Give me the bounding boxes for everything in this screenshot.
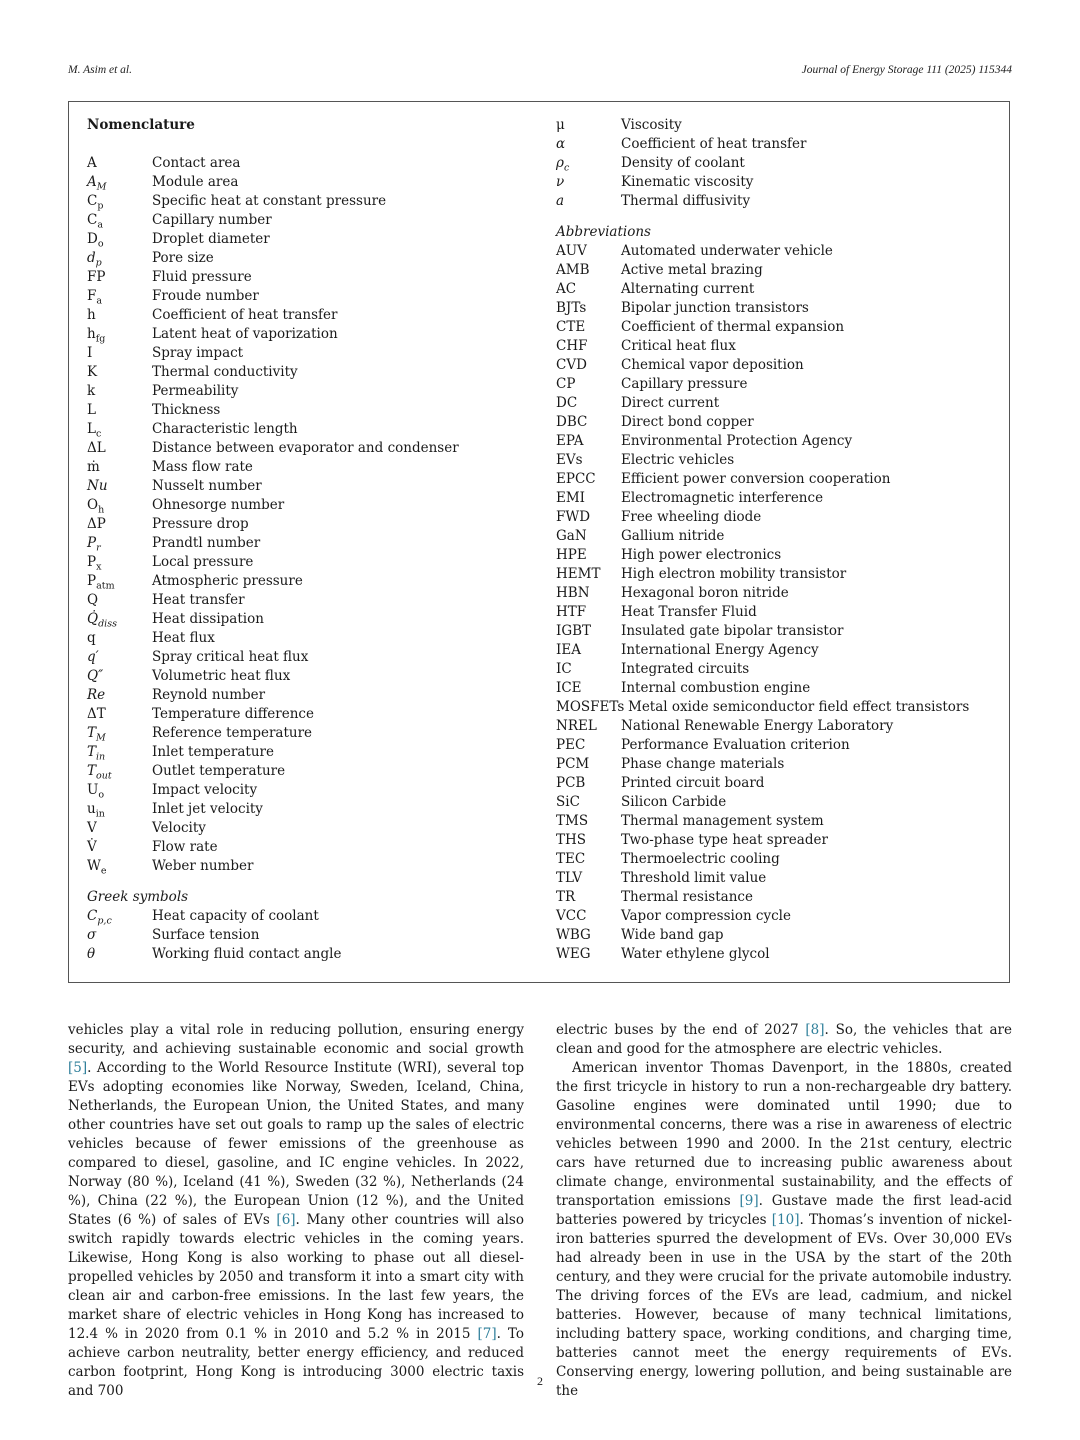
nomenclature-row: [87, 629, 537, 648]
citation-link[interactable]: [6]: [276, 1212, 296, 1228]
definition: Phase change materials: [621, 756, 785, 772]
symbol: $C_p$: [87, 193, 104, 212]
text-run: American inventor Thomas Davenport, in the 1880s, created the first tricycle in history to run a non-rechargeable dry battery. Gasoline engines were dominated until 1990; due to environmental concerns, there was a rise in awareness of electric vehicles between 1990 and 2000. In the 21st century, electric cars have returned due to increasing public awareness about climate change, environmental sustainability, and the effects of transportation emissions: [556, 1060, 1012, 1209]
body-column-right: [556, 1021, 1012, 1401]
definition: Thermal management system: [621, 813, 824, 829]
symbol: $T_{in}$: [87, 744, 106, 763]
nomenclature-row: [556, 717, 996, 736]
definition: Thermoelectric cooling: [621, 851, 780, 867]
greek-symbol-list: [87, 907, 537, 964]
symbol: $\rho_c$: [556, 155, 570, 174]
symbol: L: [87, 402, 96, 418]
nomenclature-row: [556, 603, 996, 622]
symbol: EPCC: [556, 471, 596, 487]
definition: Vapor compression cycle: [621, 908, 791, 924]
nomenclature-row: [556, 831, 996, 850]
nomenclature-row: [556, 470, 996, 489]
definition: Critical heat flux: [621, 338, 736, 354]
definition: Active metal brazing: [621, 262, 763, 278]
definition: Outlet temperature: [152, 763, 286, 779]
nomenclature-row: [87, 249, 537, 268]
definition: High electron mobility transistor: [621, 566, 847, 582]
nomenclature-row: [87, 420, 537, 439]
symbol: Q: [87, 592, 99, 608]
nomenclature-row: [87, 211, 537, 230]
text-run: . So, the vehicles that are clean and good for the atmosphere are electric vehicles.: [556, 1022, 1012, 1057]
nomenclature-left-column: [87, 116, 537, 964]
nomenclature-row: [556, 850, 996, 869]
citation-link[interactable]: [7]: [477, 1326, 497, 1342]
definition: Electric vehicles: [621, 452, 735, 468]
definition: Silicon Carbide: [621, 794, 727, 810]
nomenclature-row: [556, 774, 996, 793]
symbol: FWD: [556, 509, 591, 525]
nomenclature-row: [556, 546, 996, 565]
nomenclature-row: [556, 888, 996, 907]
nomenclature-row: [556, 337, 996, 356]
symbol: $W_e$: [87, 858, 107, 877]
symbol: PCB: [556, 775, 586, 791]
definition: Heat dissipation: [152, 611, 264, 627]
definition: Characteristic length: [152, 421, 298, 437]
nomenclature-row: [87, 154, 537, 173]
symbol: q: [87, 630, 96, 646]
definition: Prandtl number: [152, 535, 261, 551]
nomenclature-row: [87, 800, 537, 819]
nomenclature-row: [87, 838, 537, 857]
symbol: IC: [556, 661, 572, 677]
definition: Reference temperature: [152, 725, 313, 741]
nomenclature-row: [556, 698, 996, 717]
nomenclature-row: [556, 793, 996, 812]
definition: Mass flow rate: [152, 459, 253, 475]
nomenclature-row: [87, 458, 537, 477]
symbol: DC: [556, 395, 578, 411]
nomenclature-row: [556, 280, 996, 299]
definition: Wide band gap: [621, 927, 724, 943]
definition: Chemical vapor deposition: [621, 357, 804, 373]
definition: Flow rate: [152, 839, 218, 855]
body-column-left: [68, 1021, 524, 1401]
symbol: TR: [556, 889, 576, 905]
definition: Kinematic viscosity: [621, 174, 754, 190]
symbol: $L_c$: [87, 421, 102, 440]
symbol: WEG: [556, 946, 591, 962]
symbol: a: [556, 193, 565, 209]
definition: Two-phase type heat spreader: [621, 832, 828, 848]
symbol: ICE: [556, 680, 582, 696]
symbol: WBG: [556, 927, 591, 943]
definition: Working fluid contact angle: [152, 946, 342, 962]
definition: Velocity: [152, 820, 206, 836]
symbol: $D_o$: [87, 231, 104, 250]
symbol: $Q̇_{diss}$: [87, 611, 117, 630]
definition: Heat Transfer Fluid: [621, 604, 757, 620]
definition: Spray impact: [152, 345, 244, 361]
definition: Froude number: [152, 288, 259, 304]
citation-link[interactable]: [5]: [68, 1060, 88, 1076]
definition: Coefficient of heat transfer: [152, 307, 338, 323]
definition: Specific heat at constant pressure: [152, 193, 387, 209]
definition: Thermal diffusivity: [621, 193, 751, 209]
nomenclature-row: [87, 781, 537, 800]
running-head: [68, 64, 1012, 80]
definition: Thermal resistance: [621, 889, 753, 905]
nomenclature-row: [87, 610, 537, 629]
text-run: . Many other countries will also switch rapidly towards electric vehicles in the coming years. Likewise, Hong Kong is also working to phase out all diesel-propelled vehicles by 2050 and transform it into a smart city with clean air and carbon-free emissions. In the last few years, the market share of electric vehicles in Hong Kong has increased to 12.4 % in 2020 from 0.1 % in 2010 and 5.2 % in 2015: [68, 1212, 524, 1342]
symbol: ṁ: [87, 459, 100, 475]
definition: Metal oxide semiconductor field effect transistors: [628, 699, 970, 715]
nomenclature-row: [87, 401, 537, 420]
symbol: σ: [87, 927, 97, 943]
symbol: ΔT: [87, 706, 106, 722]
nomenclature-row: [87, 686, 537, 705]
nomenclature-row: [556, 907, 996, 926]
definition: Heat capacity of coolant: [152, 908, 319, 924]
definition: Distance between evaporator and condenser: [152, 440, 459, 456]
text-run: . Thomas’s invention of nickel-iron batteries spurred the development of EVs. Over 30,000 EVs had already been in use in the USA by the start of the 20th century, and they were crucial for the private automobile industry. The driving forces of the EVs are lead, cadmium, and nickel batteries. However, because of many technical limitations, including battery space, working conditions, and charging time, batteries cannot meet the energy requirements of EVs. Conserving energy, lowering pollution, and being sustainable are the: [556, 1212, 1012, 1399]
definition: Free wheeling diode: [621, 509, 762, 525]
symbol: NREL: [556, 718, 597, 734]
symbol: $P_x$: [87, 554, 102, 573]
definition: Ohnesorge number: [152, 497, 285, 513]
nomenclature-row: [87, 173, 537, 192]
symbol: $T_{out}$: [87, 763, 112, 782]
symbol: $d_p$: [87, 250, 102, 269]
nomenclature-row: [556, 679, 996, 698]
definition: Electromagnetic interference: [621, 490, 824, 506]
definition: Alternating current: [621, 281, 755, 297]
definition: Efficient power conversion cooperation: [621, 471, 891, 487]
symbol: TMS: [556, 813, 589, 829]
nomenclature-row: [556, 261, 996, 280]
definition: International Energy Agency: [621, 642, 819, 658]
symbol: AC: [556, 281, 577, 297]
nomenclature-row: [87, 515, 537, 534]
definition: Reynold number: [152, 687, 266, 703]
nomenclature-row: [87, 496, 537, 515]
symbol: CP: [556, 376, 576, 392]
definition: Printed circuit board: [621, 775, 765, 791]
text-run: . To achieve carbon neutrality, better energy efficiency, and reduced carbon footprint, Hong Kong is introducing 3000 electric taxis and 700: [68, 1326, 524, 1399]
definition: Droplet diameter: [152, 231, 270, 247]
definition: Gallium nitride: [621, 528, 725, 544]
symbol: ΔP: [87, 516, 106, 532]
nomenclature-row: [556, 736, 996, 755]
symbol: IGBT: [556, 623, 592, 639]
symbol: TEC: [556, 851, 586, 867]
symbol: $A_M$: [87, 174, 107, 193]
symbol: HEMT: [556, 566, 601, 582]
nomenclature-row: [556, 299, 996, 318]
citation-link[interactable]: [8]: [805, 1022, 825, 1038]
nomenclature-row: [87, 287, 537, 306]
nomenclature-row: [87, 192, 537, 211]
symbol: ν: [556, 174, 565, 190]
nomenclature-row: [556, 375, 996, 394]
nomenclature-row: [87, 907, 537, 926]
nomenclature-row: [556, 945, 996, 964]
nomenclature-row: [87, 667, 537, 686]
nomenclature-row: [87, 705, 537, 724]
nomenclature-row: [87, 648, 537, 667]
nomenclature-row: [87, 553, 537, 572]
nomenclature-row: [87, 857, 537, 876]
nomenclature-row: [556, 565, 996, 584]
symbol: EMI: [556, 490, 586, 506]
symbol: AMB: [556, 262, 590, 278]
definition: Module area: [152, 174, 239, 190]
symbol: μ: [556, 117, 565, 133]
nomenclature-row: [556, 413, 996, 432]
symbol: $T_M$: [87, 725, 106, 744]
definition: Atmospheric pressure: [152, 573, 303, 589]
definition: Capillary number: [152, 212, 272, 228]
nomenclature-row: [556, 116, 996, 135]
nomenclature-row: [87, 743, 537, 762]
symbol: IEA: [556, 642, 581, 658]
nomenclature-row: [87, 534, 537, 553]
nomenclature-row: [556, 489, 996, 508]
definition: Environmental Protection Agency: [621, 433, 853, 449]
abbreviation-list: [556, 242, 996, 964]
nomenclature-row: [87, 344, 537, 363]
definition: Thermal conductivity: [152, 364, 298, 380]
symbol: k: [87, 383, 96, 399]
paragraph: [556, 1021, 1012, 1059]
nomenclature-row: [556, 451, 996, 470]
nomenclature-row: [87, 591, 537, 610]
definition: Latent heat of vaporization: [152, 326, 338, 342]
nomenclature-row: [556, 432, 996, 451]
symbol: CVD: [556, 357, 587, 373]
definition: Hexagonal boron nitride: [621, 585, 789, 601]
symbol: Re: [87, 687, 106, 703]
symbol: DBC: [556, 414, 588, 430]
symbol: HPE: [556, 547, 587, 563]
greek-symbols-title: Greek symbols: [87, 889, 189, 905]
symbol: TLV: [556, 870, 583, 886]
symbol: ΔL: [87, 440, 106, 456]
nomenclature-row: [556, 622, 996, 641]
nomenclature-row: [556, 242, 996, 261]
symbol: $F_a$: [87, 288, 103, 307]
definition: Pressure drop: [152, 516, 249, 532]
symbol: $O_h$: [87, 497, 105, 516]
paragraph: [68, 1021, 524, 1401]
nomenclature-row: [556, 812, 996, 831]
symbol: PEC: [556, 737, 586, 753]
definition: Weber number: [152, 858, 254, 874]
definition: Viscosity: [621, 117, 682, 133]
definition: Direct current: [621, 395, 720, 411]
nomenclature-row: [87, 230, 537, 249]
text-run: electric buses by the end of 2027: [556, 1022, 806, 1038]
nomenclature-row: [87, 363, 537, 382]
symbol: AUV: [556, 243, 587, 259]
nomenclature-row: [87, 306, 537, 325]
nomenclature-row: [556, 154, 996, 173]
nomenclature-row: [556, 926, 996, 945]
definition: Spray critical heat flux: [152, 649, 309, 665]
symbol: EVs: [556, 452, 583, 468]
definition: Pore size: [152, 250, 214, 266]
nomenclature-row: [556, 394, 996, 413]
nomenclature-row: [87, 382, 537, 401]
symbol: THS: [556, 832, 587, 848]
definition: Inlet jet velocity: [152, 801, 263, 817]
definition: National Renewable Energy Laboratory: [621, 718, 894, 734]
symbol: EPA: [556, 433, 584, 449]
symbol: A: [87, 155, 97, 171]
definition: Heat transfer: [152, 592, 245, 608]
nomenclature-row: [556, 173, 996, 192]
definition: High power electronics: [621, 547, 782, 563]
nomenclature-row: [87, 945, 537, 964]
symbol: $P_r$: [87, 535, 101, 554]
journal-header: Journal of Energy Storage 111 (2025) 115344: [801, 64, 1012, 76]
symbol: θ: [87, 946, 96, 962]
symbol: HBN: [556, 585, 590, 601]
symbol: HTF: [556, 604, 587, 620]
definition: Bipolar junction transistors: [621, 300, 809, 316]
symbol: SiC: [556, 794, 580, 810]
definition: Volumetric heat flux: [152, 668, 291, 684]
definition: Temperature difference: [152, 706, 314, 722]
nomenclature-row: [556, 318, 996, 337]
nomenclature-row: [87, 762, 537, 781]
symbol-list: [87, 154, 537, 876]
nomenclature-row: [556, 135, 996, 154]
definition: Contact area: [152, 155, 241, 171]
definition: Integrated circuits: [621, 661, 750, 677]
definition: Capillary pressure: [621, 376, 748, 392]
symbol: $C_{p,c}$: [87, 908, 112, 927]
definition: Heat flux: [152, 630, 215, 646]
definition: Surface tension: [152, 927, 260, 943]
symbol: FP: [87, 269, 106, 285]
nomenclature-row: [556, 584, 996, 603]
nomenclature-box: [68, 101, 1010, 983]
nomenclature-row: [87, 477, 537, 496]
nomenclature-row: [87, 572, 537, 591]
definition: Thickness: [152, 402, 221, 418]
symbol: $u_{in}$: [87, 801, 105, 820]
symbol: $U_o$: [87, 782, 105, 801]
author-header: M. Asim et al.: [68, 64, 132, 76]
definition: Permeability: [152, 383, 239, 399]
definition: Water ethylene glycol: [621, 946, 770, 962]
definition: Performance Evaluation criterion: [621, 737, 850, 753]
symbol: q′: [87, 649, 99, 665]
page-number: 2: [537, 1374, 543, 1388]
symbol: I: [87, 345, 93, 361]
text-run: . According to the World Resource Institute (WRI), several top EVs adopting economies like Norway, Sweden, Iceland, China, Netherlands, the European Union, the United States, and many other countries have set out goals to ramp up the sales of electric vehicles because of fewer emissions of the greenhouse as compared to diesel, gasoline, and IC engine vehicles. In 2022, Norway (80 %), Iceland (41 %), Sweden (32 %), Netherlands (24 %), China (22 %), the European Union (12 %), and the United States (6 %) of sales of EVs: [68, 1060, 524, 1228]
definition: Internal combustion engine: [621, 680, 811, 696]
symbol: CTE: [556, 319, 586, 335]
symbol: K: [87, 364, 98, 380]
nomenclature-row: [87, 439, 537, 458]
paragraph: [556, 1059, 1012, 1401]
nomenclature-row: [556, 527, 996, 546]
nomenclature-row: [556, 755, 996, 774]
nomenclature-row: [87, 926, 537, 945]
symbol: $P_{atm}$: [87, 573, 115, 592]
definition: Impact velocity: [152, 782, 258, 798]
symbol: Nu: [87, 478, 108, 494]
nomenclature-row: [556, 660, 996, 679]
nomenclature-title: Nomenclature: [87, 117, 195, 133]
symbol: α: [556, 136, 566, 152]
greek-symbol-list-continued: [556, 116, 996, 211]
definition: Nusselt number: [152, 478, 262, 494]
symbol: GaN: [556, 528, 587, 544]
symbol: PCM: [556, 756, 590, 772]
symbol: Q″: [87, 668, 104, 684]
nomenclature-row: [87, 819, 537, 838]
nomenclature-row: [87, 325, 537, 344]
citation-link[interactable]: [9]: [739, 1193, 759, 1209]
symbol: CHF: [556, 338, 588, 354]
definition: Direct bond copper: [621, 414, 754, 430]
definition: Inlet temperature: [152, 744, 274, 760]
citation-link[interactable]: [10]: [771, 1212, 800, 1228]
definition: Automated underwater vehicle: [621, 243, 833, 259]
symbol: $C_a$: [87, 212, 104, 231]
text-run: vehicles play a vital role in reducing pollution, ensuring energy security, and achieving sustainable economic and social growth: [68, 1022, 524, 1057]
definition: Density of coolant: [621, 155, 745, 171]
definition: Coefficient of thermal expansion: [621, 319, 845, 335]
nomenclature-row: [87, 724, 537, 743]
nomenclature-row: [87, 268, 537, 287]
symbol: BJTs: [556, 300, 587, 316]
nomenclature-row: [556, 192, 996, 211]
nomenclature-row: [556, 869, 996, 888]
symbol: $h_{fg}$: [87, 326, 106, 345]
symbol: V̇: [87, 839, 97, 855]
symbol: MOSFETs: [556, 699, 625, 715]
definition: Fluid pressure: [152, 269, 252, 285]
nomenclature-right-column: [556, 116, 996, 964]
abbreviations-title: Abbreviations: [556, 224, 651, 240]
definition: Coefficient of heat transfer: [621, 136, 807, 152]
symbol: V: [87, 820, 97, 836]
definition: Threshold limit value: [621, 870, 767, 886]
definition: Local pressure: [152, 554, 254, 570]
text-run: . Gustave made the first lead-acid batteries powered by tricycles: [556, 1193, 1012, 1228]
definition: Insulated gate bipolar transistor: [621, 623, 844, 639]
symbol: h: [87, 307, 96, 323]
nomenclature-row: [556, 641, 996, 660]
symbol: VCC: [556, 908, 587, 924]
nomenclature-row: [556, 508, 996, 527]
nomenclature-row: [556, 356, 996, 375]
